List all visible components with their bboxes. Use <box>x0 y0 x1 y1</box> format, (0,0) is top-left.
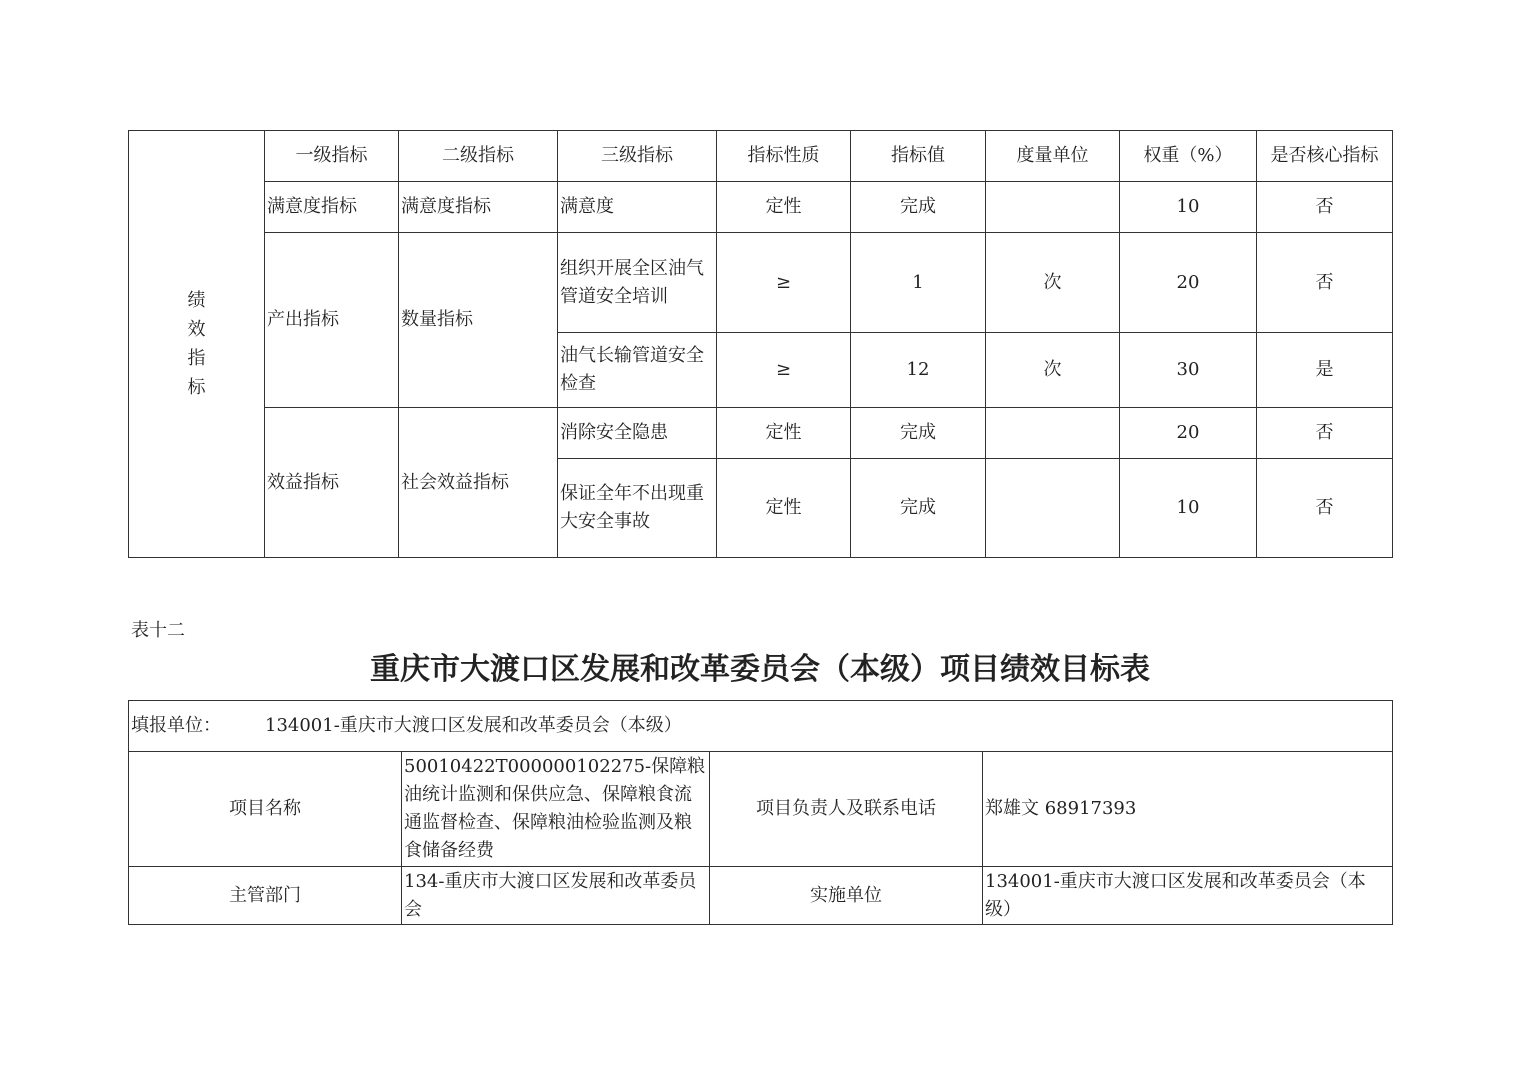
fill-unit-label: 填报单位： <box>131 715 221 736</box>
project-name-label: 项目名称 <box>129 752 402 867</box>
cell-level3: 满意度 <box>558 182 717 233</box>
performance-indicator-table <box>128 130 1393 558</box>
cell-level3: 保证全年不出现重大安全事故 <box>558 459 717 558</box>
cell-unit: 次 <box>986 333 1120 408</box>
header-weight: 权重（%） <box>1120 131 1257 182</box>
cell-level2: 数量指标 <box>399 233 558 408</box>
dept-value: 134-重庆市大渡口区发展和改革委员会 <box>402 867 710 925</box>
cell-nature: 定性 <box>717 182 851 233</box>
section-label: 绩效指标 <box>187 290 206 398</box>
cell-unit <box>986 182 1120 233</box>
fill-unit-cell <box>129 701 1393 752</box>
cell-value: 完成 <box>851 182 986 233</box>
cell-level1: 效益指标 <box>265 408 399 558</box>
cell-level2: 社会效益指标 <box>399 408 558 558</box>
cell-level3: 油气长输管道安全检查 <box>558 333 717 408</box>
cell-level1: 满意度指标 <box>265 182 399 233</box>
header-nature: 指标性质 <box>717 131 851 182</box>
dept-label: 主管部门 <box>129 867 402 925</box>
header-level1: 一级指标 <box>265 131 399 182</box>
impl-label: 实施单位 <box>710 867 983 925</box>
cell-core: 是 <box>1257 333 1393 408</box>
header-unit: 度量单位 <box>986 131 1120 182</box>
cell-level3: 组织开展全区油气管道安全培训 <box>558 233 717 333</box>
header-level3: 三级指标 <box>558 131 717 182</box>
header-core: 是否核心指标 <box>1257 131 1393 182</box>
cell-value: 完成 <box>851 459 986 558</box>
cell-core: 否 <box>1257 408 1393 459</box>
cell-unit <box>986 408 1120 459</box>
cell-level3: 消除安全隐患 <box>558 408 717 459</box>
cell-value: 完成 <box>851 408 986 459</box>
table-row <box>129 701 1393 752</box>
cell-core: 否 <box>1257 182 1393 233</box>
table-row <box>129 233 1393 333</box>
cell-value: 1 <box>851 233 986 333</box>
table-row <box>129 752 1393 867</box>
page-title: 重庆市大渡口区发展和改革委员会（本级）项目绩效目标表 <box>370 652 1150 687</box>
cell-core: 否 <box>1257 459 1393 558</box>
cell-weight: 10 <box>1120 182 1257 233</box>
cell-weight: 20 <box>1120 408 1257 459</box>
project-info-table <box>128 700 1393 925</box>
cell-nature: ≥ <box>717 233 851 333</box>
contact-value: 郑雄文 68917393 <box>983 752 1393 867</box>
cell-nature: 定性 <box>717 408 851 459</box>
cell-weight: 30 <box>1120 333 1257 408</box>
cell-level1: 产出指标 <box>265 233 399 408</box>
cell-value: 12 <box>851 333 986 408</box>
impl-value: 134001-重庆市大渡口区发展和改革委员会（本级） <box>983 867 1393 925</box>
fill-unit-value: 134001-重庆市大渡口区发展和改革委员会（本级） <box>265 715 682 736</box>
header-level2: 二级指标 <box>399 131 558 182</box>
cell-nature: 定性 <box>717 459 851 558</box>
cell-core: 否 <box>1257 233 1393 333</box>
cell-level2: 满意度指标 <box>399 182 558 233</box>
header-value: 指标值 <box>851 131 986 182</box>
table-number: 表十二 <box>131 620 185 641</box>
contact-label: 项目负责人及联系电话 <box>710 752 983 867</box>
cell-nature: ≥ <box>717 333 851 408</box>
table-row <box>129 182 1393 233</box>
cell-weight: 20 <box>1120 233 1257 333</box>
cell-unit <box>986 459 1120 558</box>
section-label-cell <box>129 131 265 558</box>
cell-unit: 次 <box>986 233 1120 333</box>
table-row <box>129 408 1393 459</box>
cell-weight: 10 <box>1120 459 1257 558</box>
table-row <box>129 867 1393 925</box>
project-name-value: 50010422T000000102275-保障粮油统计监测和保供应急、保障粮食流通监督检查、保障粮油检验监测及粮食储备经费 <box>402 752 710 867</box>
